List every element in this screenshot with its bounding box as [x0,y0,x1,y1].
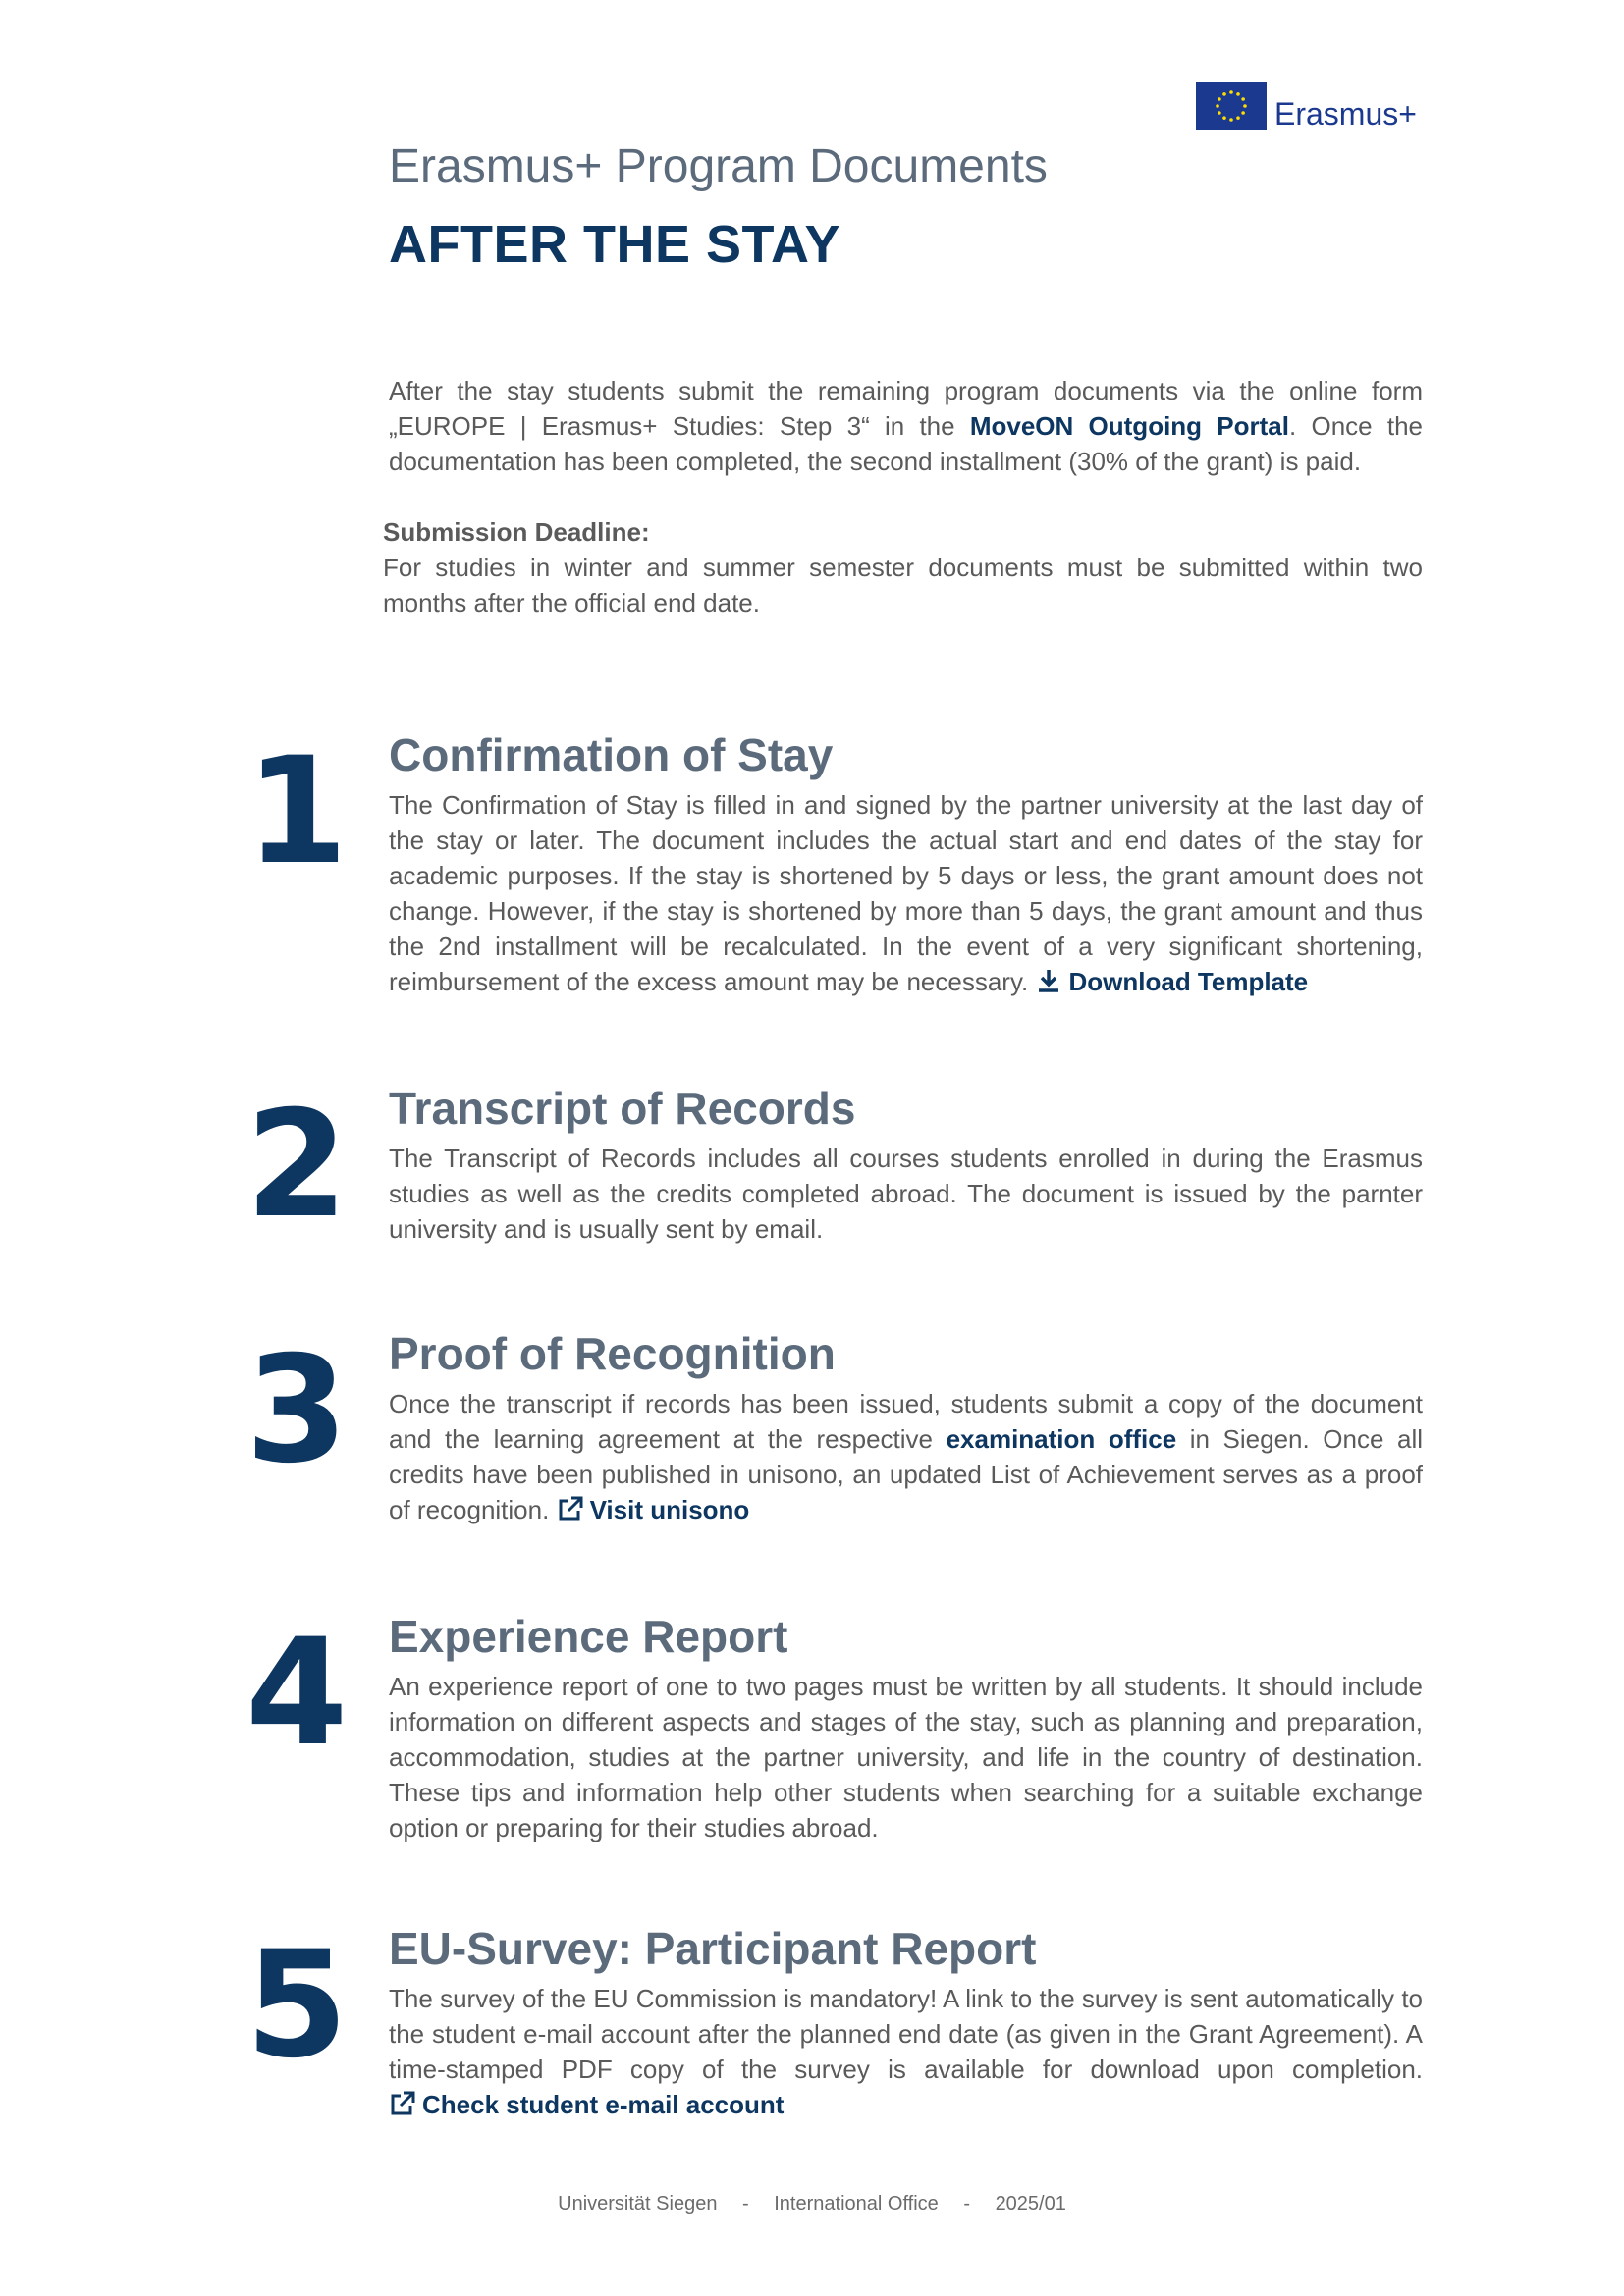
deadline-label: Submission Deadline: [383,517,650,547]
section-text: The Confirmation of Stay is filled in and signed by the partner university at the last day of the stay or later. The document includes the actual start and end dates of the stay for academic purposes. If the stay is shortened by 5 days or less, the grant amount does not change. However, if the stay is shortened by more than 5 days, the grant amount and thus the 2nd installment will be recalculated. In the event of a very significant shortening, reimbursement of the excess amount may be necessary. [389,790,1423,996]
section-number: 2 [245,1080,349,1251]
footer-office: International Office [774,2193,939,2215]
flag-star [1218,97,1221,101]
section-number: 4 [245,1608,349,1779]
section-title: Experience Report [389,1611,788,1662]
section-text: Once the transcript if records has been issued, students submit a copy of the document and the learning agreement at the respective [389,1389,1423,1454]
intro-text: After the stay students submit the remaining program documents via the online form „EUROPE | Erasmus+ Studies: Step 3“ in the [389,376,1423,441]
moveon-portal-link[interactable]: MoveON Outgoing Portal [969,411,1289,441]
erasmus-logo [1196,82,1432,132]
flag-star [1229,90,1233,94]
section-body: An experience report of one to two pages must be written by all students. It should include information on different aspects and stages of the stay, such as planning and preparation, accommodation, studies at the partner university, and life in the country of destination. These tips and information help other students when searching for a suitable exchange option or preparing for their studies abroad. [389,1672,1423,1842]
flag-star [1216,104,1219,108]
section-body: The Transcript of Records includes all courses students enrolled in during the Erasmus studies as well as the credits completed abroad. The document is issued by the parnter university and is usually sent by email. [389,1144,1423,1244]
external-link-icon [557,1495,584,1522]
eu-flag-icon [1196,82,1267,130]
section-body [389,1386,1423,1527]
download-icon [1035,967,1062,994]
footer-separator: - [963,2193,970,2215]
page-footer [0,2193,1624,2216]
flag-star [1218,111,1221,115]
section-text: The survey of the EU Commission is mandatory! A link to the survey is sent automatically to the student e-mail account after the planned end date (as given in the Grant Agreement). A time-stamped PDF copy of the survey is available for download upon completion. [389,1984,1423,2084]
flag-star [1222,116,1226,120]
section-body [389,1981,1423,2122]
document-title: Erasmus+ Program Documents [389,140,1048,192]
section-title: Confirmation of Stay [389,729,834,780]
visit-unisono-label: Visit unisono [589,1495,750,1524]
document-subtitle: AFTER THE STAY [389,215,841,274]
flag-star [1236,92,1240,96]
footer-university: Universität Siegen [558,2193,718,2215]
section-number: 3 [245,1325,349,1496]
examination-office-link[interactable]: examination office [946,1424,1177,1454]
flag-star [1243,104,1247,108]
download-template-label: Download Template [1068,967,1309,996]
flag-star [1236,116,1240,120]
check-email-link[interactable] [389,2090,784,2119]
footer-date: 2025/01 [995,2193,1066,2215]
submission-deadline [383,514,1423,620]
check-email-label: Check student e-mail account [422,2090,785,2119]
section-title: Transcript of Records [389,1083,856,1134]
intro-paragraph [389,373,1423,479]
section-number: 1 [245,726,349,897]
deadline-text: For studies in winter and summer semester documents must be submitted within two months after the official end date. [383,553,1423,617]
logo-text: Erasmus+ [1274,96,1417,132]
section-body [389,787,1423,999]
download-template-link[interactable] [1035,967,1308,996]
section-title: Proof of Recognition [389,1328,836,1379]
section-number: 5 [245,1920,349,2091]
intro-text-end: . Once the documentation has been completed, the second installment (30% of the grant) is paid. [389,411,1423,476]
footer-separator: - [742,2193,749,2215]
external-link-icon [389,2090,416,2117]
flag-star [1241,97,1245,101]
section-text-end: in Siegen. Once all credits have been published in unisono, an updated List of Achievement serves as a proof of recognition. [389,1424,1423,1524]
section-title: EU-Survey: Participant Report [389,1923,1037,1974]
visit-unisono-link[interactable] [557,1495,750,1524]
flag-star [1229,118,1233,122]
flag-star [1241,111,1245,115]
flag-star [1222,92,1226,96]
